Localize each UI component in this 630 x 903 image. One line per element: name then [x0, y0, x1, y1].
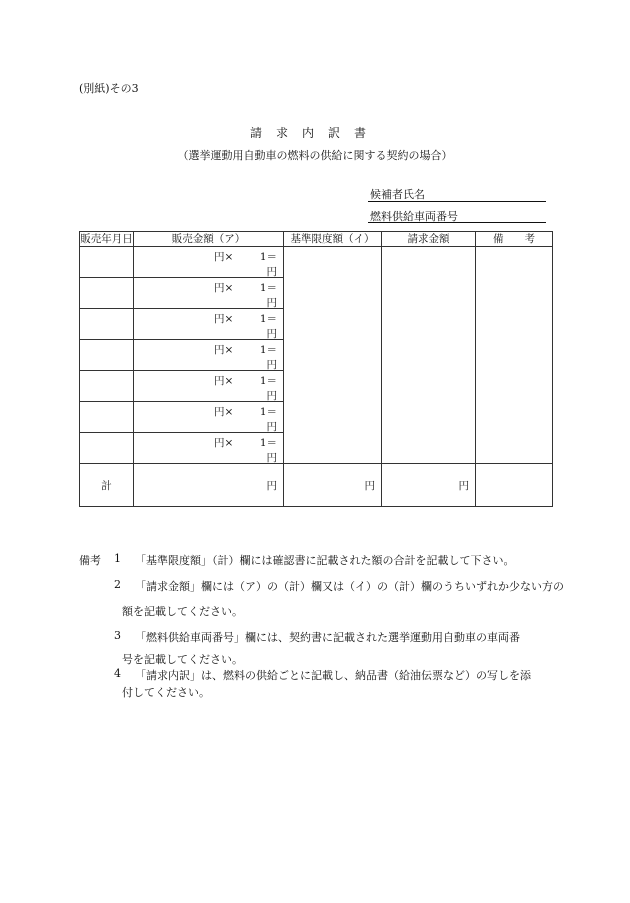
amount-suffix: 円 — [266, 390, 277, 402]
notes-heading: 備考 — [79, 554, 101, 567]
sale-amount-cell — [134, 278, 284, 309]
amount-suffix: 円 — [266, 421, 277, 433]
amount-prefix: 円× — [214, 437, 234, 449]
note-item-line: 付してください。 — [122, 686, 210, 699]
header-remarks: 備 考 — [476, 232, 553, 247]
sale-amount-cell — [134, 247, 284, 278]
table-row — [80, 247, 553, 278]
header-standard-limit: 基準限度額（イ） — [284, 232, 382, 247]
note-number: 4 — [114, 667, 121, 680]
amount-eq: 1＝ — [259, 282, 277, 294]
sale-date-cell — [80, 371, 134, 402]
amount-prefix: 円× — [214, 344, 234, 356]
sale-date-cell — [80, 247, 134, 278]
billing-table — [79, 231, 553, 507]
amount-suffix: 円 — [266, 328, 277, 340]
note-item-line: 「請求金額」欄には（ア）の（計）欄又は（イ）の（計）欄のうちいずれか少ない方の — [135, 580, 564, 593]
vehicle-number-line — [368, 222, 546, 223]
total-row — [80, 464, 553, 507]
total-claim-amount: 円 — [382, 464, 476, 507]
amount-prefix: 円× — [214, 375, 234, 387]
amount-eq: 1＝ — [259, 375, 277, 387]
note-item-line: 「請求内訳」は、燃料の供給ごとに記載し、納品書（給油伝票など）の写しを添 — [135, 669, 531, 682]
header-sale-date: 販売年月日 — [80, 233, 133, 245]
amount-suffix: 円 — [266, 297, 277, 309]
document-header-label: (別紙)その3 — [79, 82, 139, 95]
sale-date-cell — [80, 278, 134, 309]
sale-date-cell — [80, 340, 134, 371]
note-number: 3 — [114, 629, 121, 642]
amount-eq: 1＝ — [259, 437, 277, 449]
sale-amount-cell — [134, 402, 284, 433]
standard-limit-cell — [284, 247, 382, 464]
total-standard-limit: 円 — [284, 464, 382, 507]
note-number: 2 — [114, 578, 121, 591]
note-number: 1 — [114, 552, 121, 565]
note-item-line: 号を記載してください。 — [122, 653, 243, 666]
amount-prefix: 円× — [214, 406, 234, 418]
amount-eq: 1＝ — [259, 313, 277, 325]
amount-suffix: 円 — [266, 266, 277, 278]
amount-prefix: 円× — [214, 251, 234, 263]
amount-prefix: 円× — [214, 313, 234, 325]
total-label: 計 — [80, 464, 134, 507]
note-item-line: 「燃料供給車両番号」欄には、契約書に記載された選挙運動用自動車の車両番 — [135, 631, 520, 644]
header-claim-amount: 請求金額 — [382, 232, 476, 247]
amount-eq: 1＝ — [259, 344, 277, 356]
amount-suffix: 円 — [266, 359, 277, 371]
sale-date-cell — [80, 402, 134, 433]
sale-amount-cell — [134, 309, 284, 340]
amount-eq: 1＝ — [259, 251, 277, 263]
candidate-name-line — [368, 201, 546, 202]
amount-eq: 1＝ — [259, 406, 277, 418]
sale-date-cell — [80, 309, 134, 340]
vehicle-number-label: 燃料供給車両番号 — [370, 210, 458, 223]
total-sale-amount: 円 — [134, 464, 284, 507]
sale-amount-cell — [134, 371, 284, 402]
total-remarks — [476, 464, 553, 507]
sale-amount-cell — [134, 433, 284, 464]
note-item-line: 「基準限度額」（計）欄には確認書に記載された額の合計を記載して下さい。 — [135, 554, 515, 567]
amount-prefix: 円× — [214, 282, 234, 294]
document-subtitle: （選挙運動用自動車の燃料の供給に関する契約の場合） — [177, 149, 453, 162]
sale-date-cell — [80, 433, 134, 464]
remarks-cell — [476, 247, 553, 464]
sale-amount-cell — [134, 340, 284, 371]
candidate-name-label: 候補者氏名 — [370, 188, 425, 201]
note-item-line: 額を記載してください。 — [122, 605, 243, 618]
document-title: 請求内訳書 — [249, 126, 380, 140]
header-sale-amount: 販売金額（ア） — [134, 232, 284, 247]
amount-suffix: 円 — [266, 452, 277, 464]
claim-amount-cell — [382, 247, 476, 464]
